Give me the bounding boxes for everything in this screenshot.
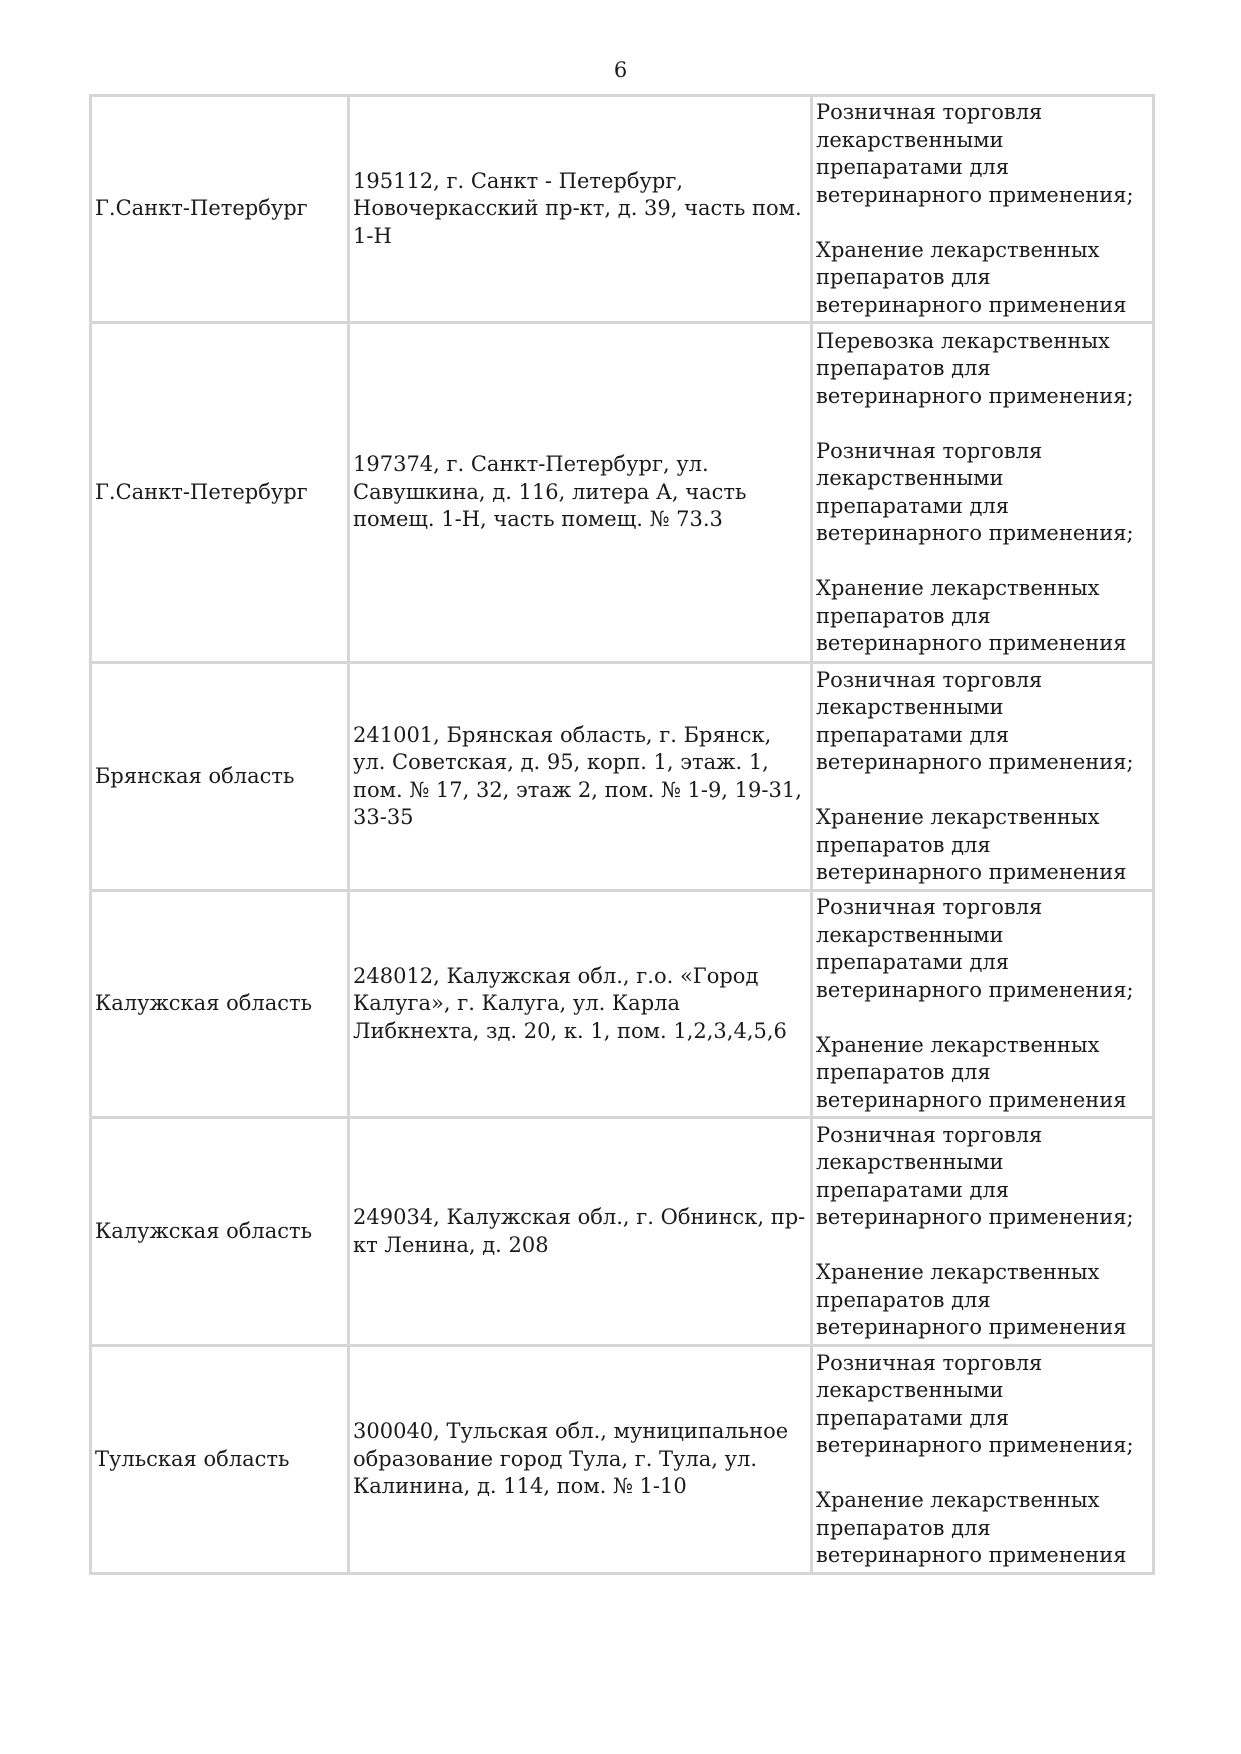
region-cell: Г.Санкт-Петербург (91, 96, 349, 323)
address-cell: 241001, Брянская область, г. Брянск, ул. Советская, д. 95, корп. 1, этаж. 1, пом. № 17, 32, этаж 2, пом. № 1-9, 19-31, 33-35 (349, 663, 812, 891)
table-row (91, 323, 1154, 663)
activity-item: Хранение лекарственных препаратов для ветеринарного применения (816, 1488, 1127, 1567)
address-cell: 248012, Калужская обл., г.о. «Город Калуга», г. Калуга, ул. Карла Либкнехта, зд. 20, к. 1, пом. 1,2,3,4,5,6 (349, 891, 812, 1118)
address-cell: 300040, Тульская обл., муниципальное образование город Тула, г. Тула, ул. Калинина, д. 114, пом. № 1-10 (349, 1346, 812, 1574)
activity-item: Хранение лекарственных препаратов для ветеринарного применения (816, 1260, 1127, 1339)
activity-item: Розничная торговля лекарственными препаратами для ветеринарного применения; (816, 1350, 1134, 1457)
activity-item: Хранение лекарственных препаратов для ветеринарного применения (816, 805, 1127, 884)
activity-item: Хранение лекарственных препаратов для ветеринарного применения (816, 576, 1127, 655)
activity-item: Перевозка лекарственных препаратов для ветеринарного применения; (816, 328, 1134, 408)
table-row (91, 1346, 1154, 1574)
address-cell: 195112, г. Санкт - Петербург, Новочеркасский пр-кт, д. 39, часть пом. 1-Н (349, 96, 812, 323)
activity-item: Розничная торговля лекарственными препаратами для ветеринарного применения; (816, 438, 1134, 545)
activities-cell (812, 891, 1154, 1118)
activity-item: Розничная торговля лекарственными препаратами для ветеринарного применения; (816, 100, 1134, 207)
address-cell: 197374, г. Санкт-Петербург, ул. Савушкина, д. 116, литера А, часть помещ. 1-Н, часть помещ. № 73.3 (349, 323, 812, 663)
table-row (91, 1118, 1154, 1346)
region-cell: Брянская область (91, 663, 349, 891)
activity-item: Розничная торговля лекарственными препаратами для ветеринарного применения; (816, 895, 1134, 1002)
table-row (91, 96, 1154, 323)
region-cell: Калужская область (91, 1118, 349, 1346)
activities-cell (812, 323, 1154, 663)
activities-cell (812, 1118, 1154, 1346)
activities-cell (812, 1346, 1154, 1574)
region-cell: Тульская область (91, 1346, 349, 1574)
region-cell: Калужская область (91, 891, 349, 1118)
table-row (91, 891, 1154, 1118)
page-number: 6 (613, 58, 628, 82)
address-cell: 249034, Калужская обл., г. Обнинск, пр-кт Ленина, д. 208 (349, 1118, 812, 1346)
activities-cell (812, 96, 1154, 323)
activities-cell (812, 663, 1154, 891)
activity-item: Розничная торговля лекарственными препаратами для ветеринарного применения; (816, 667, 1134, 774)
region-cell: Г.Санкт-Петербург (91, 323, 349, 663)
license-locations-table (89, 94, 1155, 1575)
activity-item: Хранение лекарственных препаратов для ветеринарного применения (816, 237, 1127, 317)
activity-item: Хранение лекарственных препаратов для ветеринарного применения (816, 1032, 1127, 1112)
table-row (91, 663, 1154, 891)
activity-item: Розничная торговля лекарственными препаратами для ветеринарного применения; (816, 1122, 1134, 1229)
